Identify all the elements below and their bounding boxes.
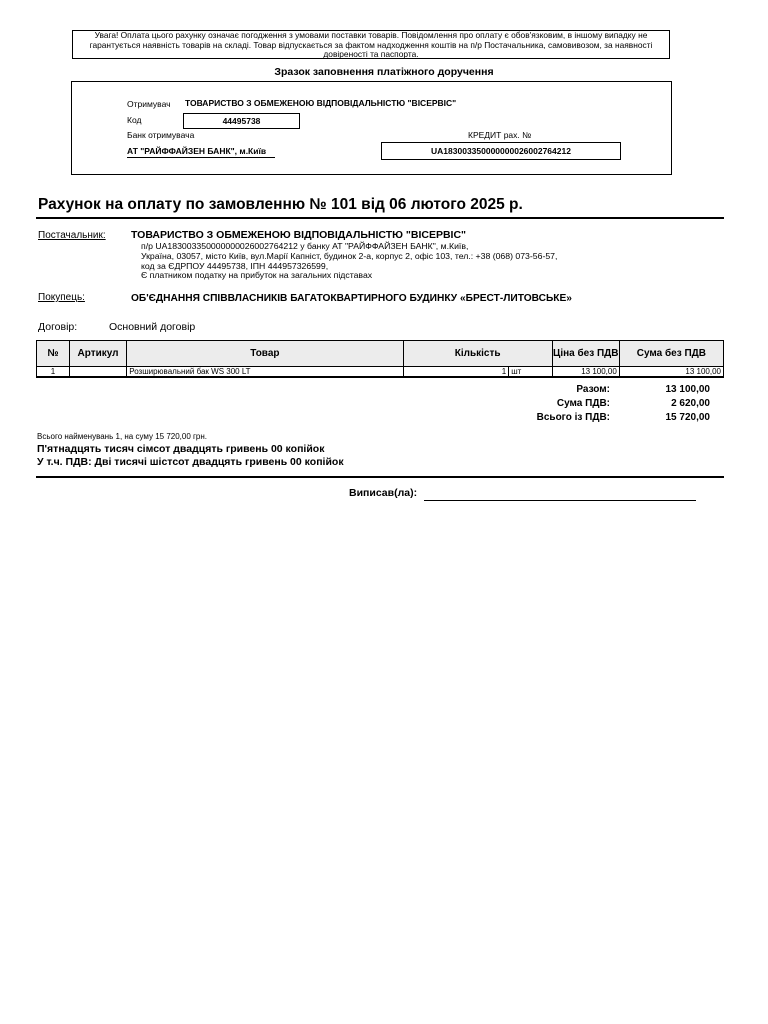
vat-in-words: У т.ч. ПДВ: Дві тисячі шістсот двадцять гривень 00 копійок	[37, 456, 344, 468]
payment-warning: Увага! Оплата цього рахунку означає погодження з умовами поставки товарів. Повідомлення про оплату є обов'язковим, в іншому випадку не гарантується наявність товарів на складі. Товар відпускається за фактом надходження коштів на п/р Постачальника, самовивозом, за наявності довіреності та паспорта.	[72, 30, 670, 59]
table-row	[37, 367, 724, 377]
summary-divider	[36, 476, 724, 478]
items-summary: Всього найменувань 1, на суму 15 720,00 грн.	[37, 432, 208, 441]
bank-underline	[127, 157, 275, 158]
row-product: Розширювальний бак WS 300 LT	[127, 367, 403, 377]
supplier-details	[141, 242, 557, 281]
table-bottom-line	[36, 376, 724, 378]
title-divider	[36, 217, 724, 219]
invoice-title: Рахунок на оплату по замовленню № 101 від 06 лютого 2025 р.	[38, 196, 523, 213]
totals-block	[490, 384, 720, 426]
row-article	[69, 367, 126, 377]
account-field: UA183003350000000026002764212	[381, 142, 621, 160]
vat-label: Сума ПДВ:	[556, 398, 610, 409]
signature-label: Виписав(ла):	[349, 487, 418, 499]
row-unit: шт	[509, 367, 553, 377]
buyer-label: Покупець:	[38, 292, 85, 303]
row-sum: 13 100,00	[619, 367, 723, 377]
total-row	[490, 412, 720, 426]
payment-sample-box	[71, 81, 672, 175]
header-sum: Сума без ПДВ	[619, 341, 723, 367]
contract-value: Основний договір	[109, 321, 196, 333]
signature-line	[424, 500, 696, 501]
subtotal-value: 13 100,00	[665, 384, 710, 395]
header-article: Артикул	[69, 341, 126, 367]
recipient-name: ТОВАРИСТВО З ОБМЕЖЕНОЮ ВІДПОВІДАЛЬНІСТЮ "ВІСЕРВІС"	[185, 98, 457, 108]
row-quantity: 1	[403, 367, 509, 377]
vat-row	[490, 398, 720, 412]
supplier-tax-line: Є платником податку на прибуток на загальних підставах	[141, 270, 373, 281]
row-number: 1	[37, 367, 70, 377]
vat-value: 2 620,00	[671, 398, 710, 409]
supplier-codes-line: код за ЄДРПОУ 44495738, ІПН 444957326599,	[141, 260, 329, 271]
supplier-bank-line: п/р UA183003350000000026002764212 у банку АТ "РАЙФФАЙЗЕН БАНК", м.Київ,	[141, 241, 469, 251]
header-quantity: Кількість	[403, 341, 552, 367]
subtotal-row	[490, 384, 720, 398]
header-product: Товар	[127, 341, 403, 367]
total-label: Всього із ПДВ:	[536, 412, 610, 423]
contract-label: Договір:	[38, 321, 78, 333]
amount-in-words: П'ятнадцять тисяч сімсот двадцять гривень 00 копійок	[37, 443, 325, 455]
code-label: Код	[127, 115, 142, 125]
total-value: 15 720,00	[665, 412, 710, 423]
payment-sample-title: Зразок заповнення платіжного доручення	[274, 66, 494, 78]
supplier-label: Постачальник:	[38, 230, 106, 241]
bank-label: Банк отримувача	[127, 130, 195, 140]
supplier-name: ТОВАРИСТВО З ОБМЕЖЕНОЮ ВІДПОВІДАЛЬНІСТЮ "ВІСЕРВІС"	[131, 229, 467, 241]
supplier-address-line: Україна, 03057, місто Київ, вул.Марії Капніст, будинок 2-а, корпус 2, офіс 103, тел.: +38 (068) 073-56-57,	[141, 250, 558, 261]
table-header-row	[37, 341, 724, 367]
items-table	[36, 340, 724, 377]
row-price: 13 100,00	[552, 367, 619, 377]
code-field: 44495738	[183, 113, 300, 129]
header-number: №	[37, 341, 70, 367]
header-price: Ціна без ПДВ	[552, 341, 619, 367]
buyer-name: ОБ'ЄДНАННЯ СПІВВЛАСНИКІВ БАГАТОКВАРТИРНОГО БУДИНКУ «БРЕСТ-ЛИТОВСЬКЕ»	[131, 293, 572, 304]
bank-name: АТ "РАЙФФАЙЗЕН БАНК", м.Київ	[127, 146, 267, 156]
subtotal-label: Разом:	[576, 384, 610, 395]
credit-label: КРЕДИТ рах. №	[468, 130, 532, 140]
recipient-label: Отримувач	[127, 99, 171, 109]
